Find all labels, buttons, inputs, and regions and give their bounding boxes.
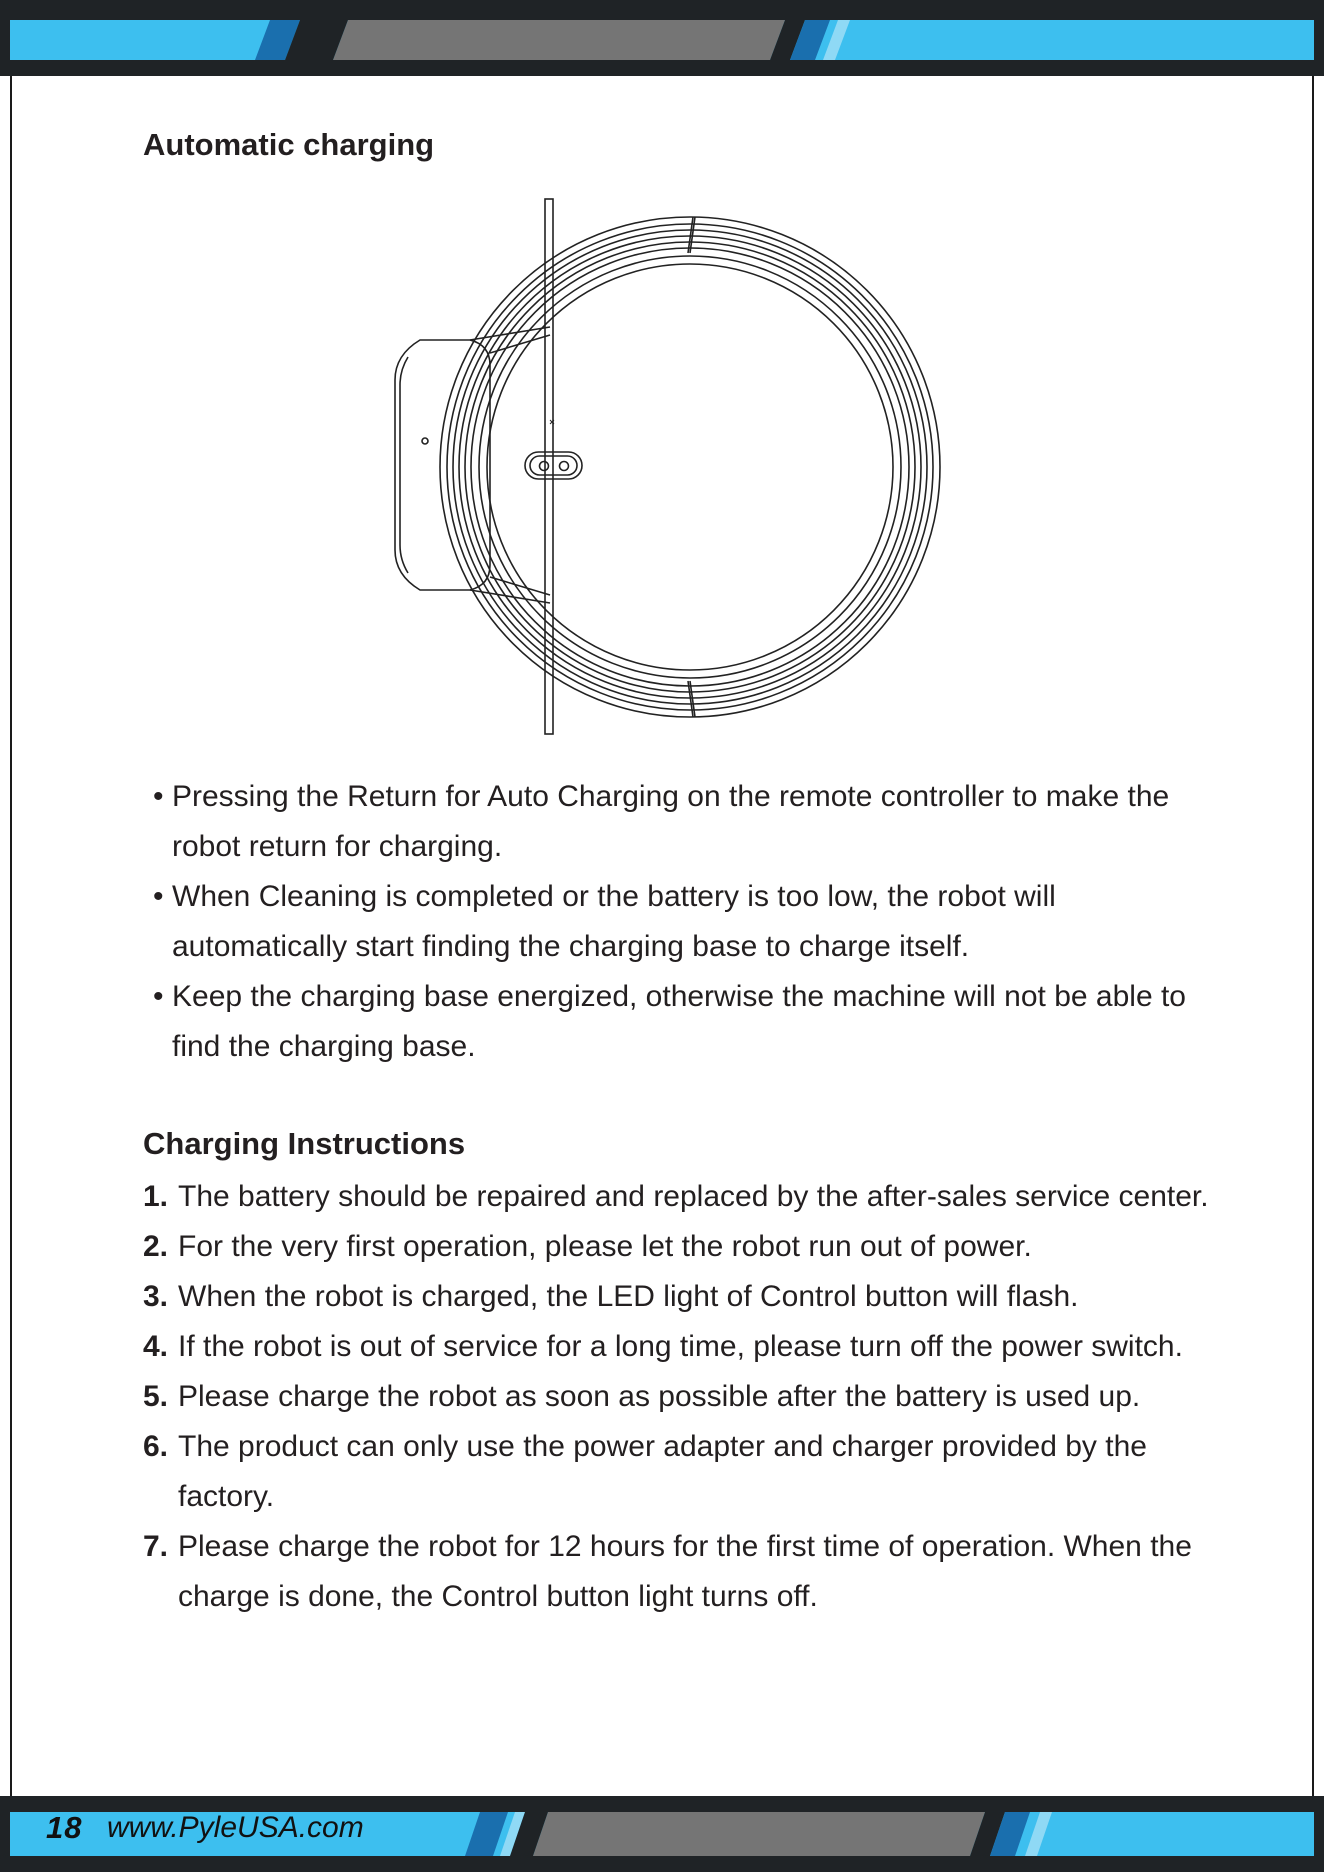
instruction-step: 4. If the robot is out of service for a long time, please turn off the power switch. — [143, 1330, 1183, 1363]
auto-charging-bullet-list — [150, 772, 1210, 1072]
instruction-step: 2. For the very first operation, please let the robot run out of power. — [143, 1230, 1032, 1263]
bullet-item: • Keep the charging base energized, otherwise the machine will not be able to find the charging base. — [153, 980, 1186, 1063]
page-number: 18 — [46, 1810, 83, 1845]
instruction-step: 6. The product can only use the power adapter and charger provided by the factory. — [143, 1430, 1147, 1513]
instruction-step: 5. Please charge the robot as soon as possible after the battery is used up. — [143, 1380, 1141, 1413]
section-title-automatic-charging: Automatic charging — [143, 127, 435, 162]
instruction-step: 3. When the robot is charged, the LED light of Control button will flash. — [143, 1280, 1079, 1313]
robot-vacuum-icon — [350, 195, 960, 740]
bullet-item: • When Cleaning is completed or the battery is too low, the robot will automatically start finding the charging base to charge itself. — [153, 880, 1056, 963]
robot-vacuum-diagram — [350, 195, 960, 740]
instruction-step: 1. The battery should be repaired and replaced by the after-sales service center. — [143, 1180, 1209, 1213]
bullet-item: • Pressing the Return for Auto Charging on the remote controller to make the robot return for charging. — [153, 780, 1170, 863]
header-band — [0, 0, 1324, 76]
instruction-step: 7. Please charge the robot for 12 hours for the first time of operation. When the charge is done, the Control button light turns off. — [143, 1530, 1192, 1613]
section-title-charging-instructions: Charging Instructions — [143, 1126, 466, 1161]
footer-website-link[interactable]: www.PyleUSA.com — [107, 1811, 364, 1844]
charging-instructions-list — [143, 1172, 1223, 1622]
